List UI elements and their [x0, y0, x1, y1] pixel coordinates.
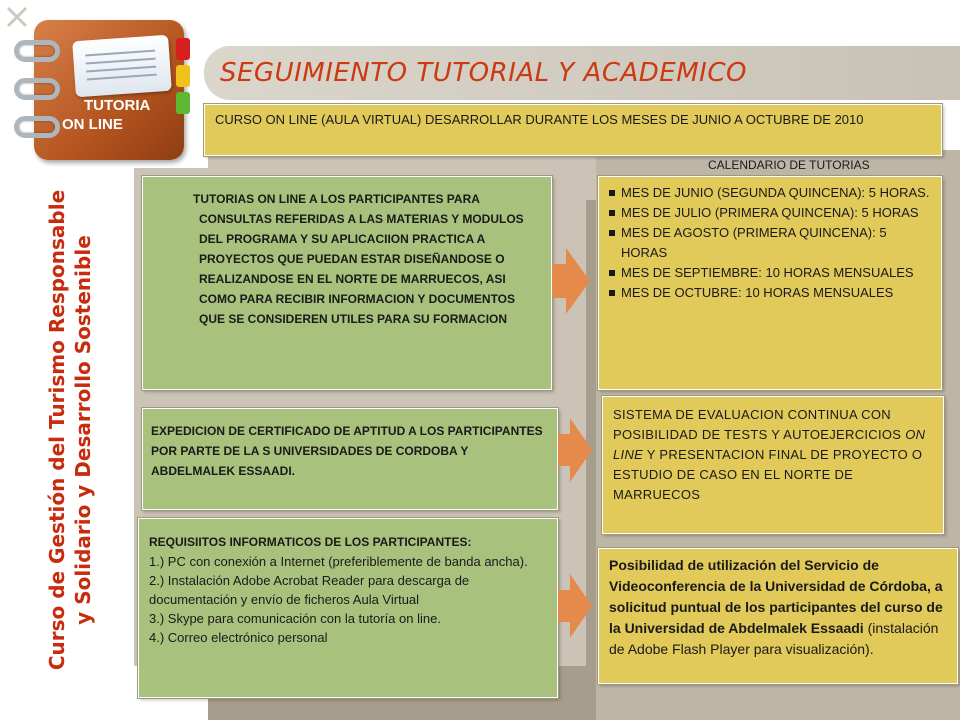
evaluacion-text-italic: ON LINE — [613, 427, 926, 462]
page-title: SEGUIMIENTO TUTORIAL Y ACADEMICO — [220, 58, 747, 88]
logo-line-1: TUTORIA — [84, 97, 151, 114]
calendar-title: CALENDARIO DE TUTORIAS — [708, 158, 870, 172]
logo-line-2: ON LINE — [62, 116, 123, 133]
calendar-item: MES DE AGOSTO (PRIMERA QUINCENA): 5 HORAS — [609, 223, 931, 263]
calendar-item: MES DE JUNIO (SEGUNDA QUINCENA): 5 HORAS. — [609, 183, 931, 203]
binder-tab-yellow — [176, 65, 190, 87]
evaluacion-box — [602, 396, 944, 534]
right-arrow-icon — [558, 574, 594, 638]
side-title-line-2: y Solidario y Desarrollo Sostenible — [71, 235, 95, 625]
calendar-item: MES DE JULIO (PRIMERA QUINCENA): 5 HORAS — [609, 203, 931, 223]
side-title — [40, 180, 100, 680]
binder-tab-green — [176, 92, 190, 114]
binder-ring-icon — [14, 78, 60, 100]
videoconferencia-box — [598, 548, 958, 684]
calendar-box — [598, 176, 942, 390]
evaluacion-text-2: Y PRESENTACION FINAL DE PROYECTO O ESTUDIO DE CASO EN EL NORTE DE MARRUECOS — [613, 447, 923, 502]
requisitos-item: 2.) Instalación Adobe Acrobat Reader para descarga de documentación y envío de ficheros Aula Virtual — [149, 573, 470, 607]
tutorias-box — [142, 176, 552, 390]
binder-ring-icon — [14, 40, 60, 62]
right-arrow-icon — [558, 418, 594, 482]
logo-text — [62, 96, 162, 134]
calendar-list — [609, 183, 931, 303]
tutoria-logo — [14, 20, 194, 160]
videoconferencia-bold-text: Posibilidad de utilización del Servicio de Videoconferencia de la Universidad de Córdoba, a solicitud puntual de los participantes del curso de la Universidad de Abdelmalek Essaadi — [609, 557, 943, 636]
requisitos-item: 3.) Skype para comunicación con la tutoría on line. — [149, 611, 441, 626]
side-title-text — [44, 180, 96, 680]
requisitos-box — [138, 518, 558, 698]
side-title-line-1: Curso de Gestión del Turismo Responsable — [45, 189, 69, 671]
calendar-item: MES DE OCTUBRE: 10 HORAS MENSUALES — [609, 283, 931, 303]
course-header-box: CURSO ON LINE (AULA VIRTUAL) DESARROLLAR DURANTE LOS MESES DE JUNIO A OCTUBRE DE 2010 — [204, 104, 942, 156]
tutorias-text: TUTORIAS ON LINE A LOS PARTICIPANTES PARA CONSULTAS REFERIDAS A LAS MATERIAS Y MODULOS DEL PROGRAMA Y SU APLICACIION PRACTICA A PROYECTOS QUE PUEDAN ESTAR DISEÑANDOSE O REALIZANDOSE EN EL NORTE DE MARRUECOS, ASI COMO PARA RECIBIR INFORMACION Y DOCUMENTOS QUE SE CONSIDEREN UTILES PARA SU FORMACION — [193, 192, 524, 326]
videoconferencia-text: (instalación de Adobe Flash Player para visualización). — [609, 620, 939, 657]
requisitos-item: 1.) PC con conexión a Internet (preferiblemente de banda ancha). — [149, 554, 528, 569]
evaluacion-text-1: SISTEMA DE EVALUACION CONTINUA CON POSIBILIDAD DE TESTS Y AUTOEJERCICIOS — [613, 407, 906, 442]
requisitos-title: REQUISIITOS INFORMATICOS DE LOS PARTICIPANTES: — [149, 535, 472, 549]
requisitos-item: 4.) Correo electrónico personal — [149, 630, 328, 645]
binder-tab-red — [176, 38, 190, 60]
calendar-item: MES DE SEPTIEMBRE: 10 HORAS MENSUALES — [609, 263, 931, 283]
right-arrow-icon — [552, 248, 592, 314]
binder-paper — [72, 35, 172, 98]
binder-ring-icon — [14, 116, 60, 138]
certificado-box: EXPEDICION DE CERTIFICADO DE APTITUD A LOS PARTICIPANTES POR PARTE DE LA S UNIVERSIDADES DE CORDOBA Y ABDELMALEK ESSAADI. — [142, 408, 558, 510]
